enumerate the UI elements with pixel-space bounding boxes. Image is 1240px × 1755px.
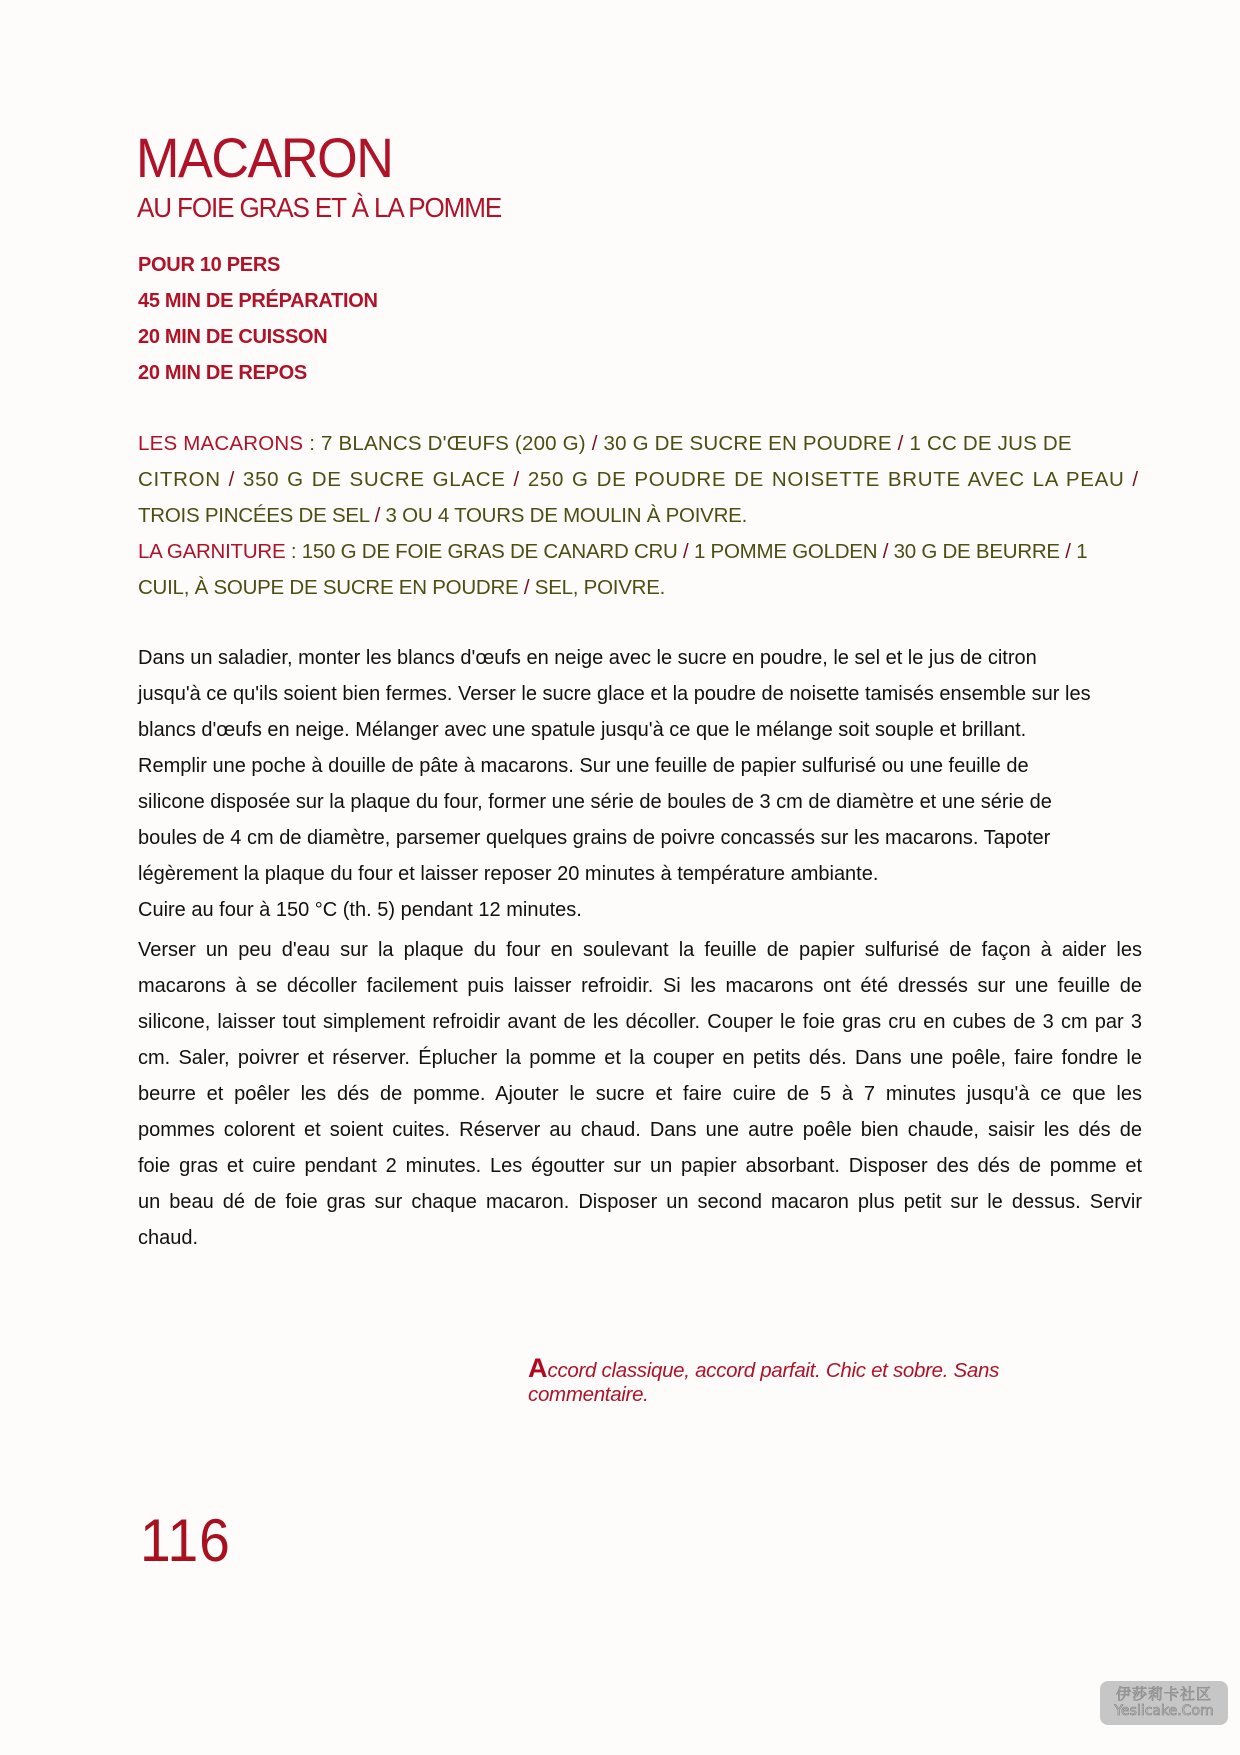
ingredient: TROIS PINCÉES DE SEL xyxy=(138,504,370,527)
text-line: jusqu'à ce qu'ils soient bien fermes. Verser le sucre glace et la poudre de noisette tamisés ensemble sur les xyxy=(138,683,1091,705)
page-number: 116 xyxy=(140,1507,231,1574)
text-line: blancs d'œufs en neige. Mélanger avec une spatule jusqu'à ce que le mélange soit souple et brillant. xyxy=(138,719,1027,741)
ingredient: CUIL, À SOUPE DE SUCRE EN POUDRE xyxy=(138,576,519,599)
text-line: un beau dé de foie gras sur chaque macaron. Disposer un second macaron plus petit sur le dessus. Servir xyxy=(138,1191,1142,1213)
separator: / xyxy=(1124,468,1139,491)
servings: POUR 10 PERS xyxy=(138,254,281,276)
ingredient: 30 G DE SUCRE EN POUDRE xyxy=(603,432,892,455)
separator: / xyxy=(877,540,894,563)
text-line: pommes colorent et soient cuites. Réserver au chaud. Dans une autre poêle bien chaude, saisir les dés de xyxy=(138,1119,1142,1141)
text-line: Dans un saladier, monter les blancs d'œufs en neige avec le sucre en poudre, le sel et le jus de citron xyxy=(138,647,1037,669)
separator: / xyxy=(518,576,535,599)
recipe-title: MACARON xyxy=(136,126,393,189)
ingredients-line xyxy=(138,426,1144,462)
text-line: macarons à se décoller facilement puis laisser refroidir. Si les macarons ont été dressés sur une feuille de xyxy=(138,975,1142,997)
quote-line-1 xyxy=(528,1353,1048,1383)
quote-dropcap: A xyxy=(528,1353,548,1383)
watermark-text-cn: 伊莎莉卡社区 xyxy=(1115,1685,1212,1703)
colon: : xyxy=(303,432,321,455)
ingredient: 1 POMME GOLDEN xyxy=(693,540,878,563)
ingredient: SEL, POIVRE. xyxy=(534,576,666,599)
separator: / xyxy=(220,468,243,491)
separator: / xyxy=(891,432,910,455)
text-line: foie gras et cuire pendant 2 minutes. Les égoutter sur un papier absorbant. Disposer des dés de pomme et xyxy=(138,1155,1142,1177)
rest-time: 20 MIN DE REPOS xyxy=(138,362,307,384)
ingredient: 1 CC DE JUS DE xyxy=(909,432,1072,455)
ingredients-line xyxy=(138,570,1144,606)
colon: : xyxy=(285,540,302,563)
separator: / xyxy=(585,432,604,455)
text-line: cm. Saler, poivrer et réserver. Éplucher la pomme et la couper en petits dés. Dans une poêle, faire fondre le xyxy=(138,1047,1142,1069)
ingredients-line xyxy=(138,534,1144,570)
ingredient: 30 G DE BEURRE xyxy=(893,540,1060,563)
separator: / xyxy=(369,504,386,527)
ingredients-line xyxy=(138,498,1144,534)
separator: / xyxy=(1059,540,1077,563)
watermark-logo xyxy=(1100,1681,1228,1725)
text-line: silicone disposée sur la plaque du four, former une série de boules de 3 cm de diamètre et une série de xyxy=(138,791,1052,813)
ingredient: 150 G DE FOIE GRAS DE CANARD CRU xyxy=(301,540,678,563)
instructions xyxy=(138,640,1142,1256)
prep-time: 45 MIN DE PRÉPARATION xyxy=(138,290,378,312)
quote-line-2: commentaire. xyxy=(528,1383,649,1406)
quote-text: ccord classique, accord parfait. Chic et sobre. Sans xyxy=(547,1359,1000,1382)
instructions-paragraph-2 xyxy=(138,932,1142,1256)
ingredient: 7 BLANCS D'ŒUFS (200 G) xyxy=(321,432,586,455)
text-line: boules de 4 cm de diamètre, parsemer quelques grains de poivre concassés sur les macarons. Tapoter xyxy=(138,827,1051,849)
ingredient: CITRON xyxy=(138,468,221,491)
ingredient: 3 OU 4 TOURS DE MOULIN À POIVRE. xyxy=(385,504,748,527)
text-line: chaud. xyxy=(138,1227,199,1249)
text-line: Remplir une poche à douille de pâte à macarons. Sur une feuille de papier sulfurisé ou une feuille de xyxy=(138,755,1029,777)
recipe-info-list xyxy=(138,247,378,391)
macarons-label: LES MACARONS xyxy=(138,432,304,455)
text-line: beurre et poêler les dés de pomme. Ajouter le sucre et faire cuire de 5 à 7 minutes jusqu'à ce que les xyxy=(138,1083,1142,1105)
separator: / xyxy=(505,468,528,491)
ingredients-section xyxy=(138,426,1144,606)
recipe-subtitle: AU FOIE GRAS ET À LA POMME xyxy=(137,192,502,223)
text-line: silicone, laisser tout simplement refroidir avant de les décoller. Couper le foie gras cru en cubes de 3 cm par 3 xyxy=(138,1011,1142,1033)
garniture-label: LA GARNITURE xyxy=(138,540,286,563)
watermark-text-en: Yeslicake.Com xyxy=(1114,1703,1214,1719)
ingredient: 250 G DE POUDRE DE NOISETTE BRUTE AVEC LA PEAU xyxy=(527,468,1125,491)
ingredient: 1 xyxy=(1076,540,1088,563)
instructions-paragraph-1 xyxy=(138,640,1142,928)
separator: / xyxy=(677,540,694,563)
text-line: Verser un peu d'eau sur la plaque du four en soulevant la feuille de papier sulfurisé de façon à aider les xyxy=(138,939,1142,961)
ingredients-line xyxy=(138,462,1144,498)
cook-time: 20 MIN DE CUISSON xyxy=(138,326,328,348)
ingredient: 350 G DE SUCRE GLACE xyxy=(242,468,506,491)
pairing-quote xyxy=(528,1353,1048,1407)
text-line: Cuire au four à 150 °C (th. 5) pendant 12 minutes. xyxy=(138,899,582,921)
text-line: légèrement la plaque du four et laisser reposer 20 minutes à température ambiante. xyxy=(138,863,879,885)
